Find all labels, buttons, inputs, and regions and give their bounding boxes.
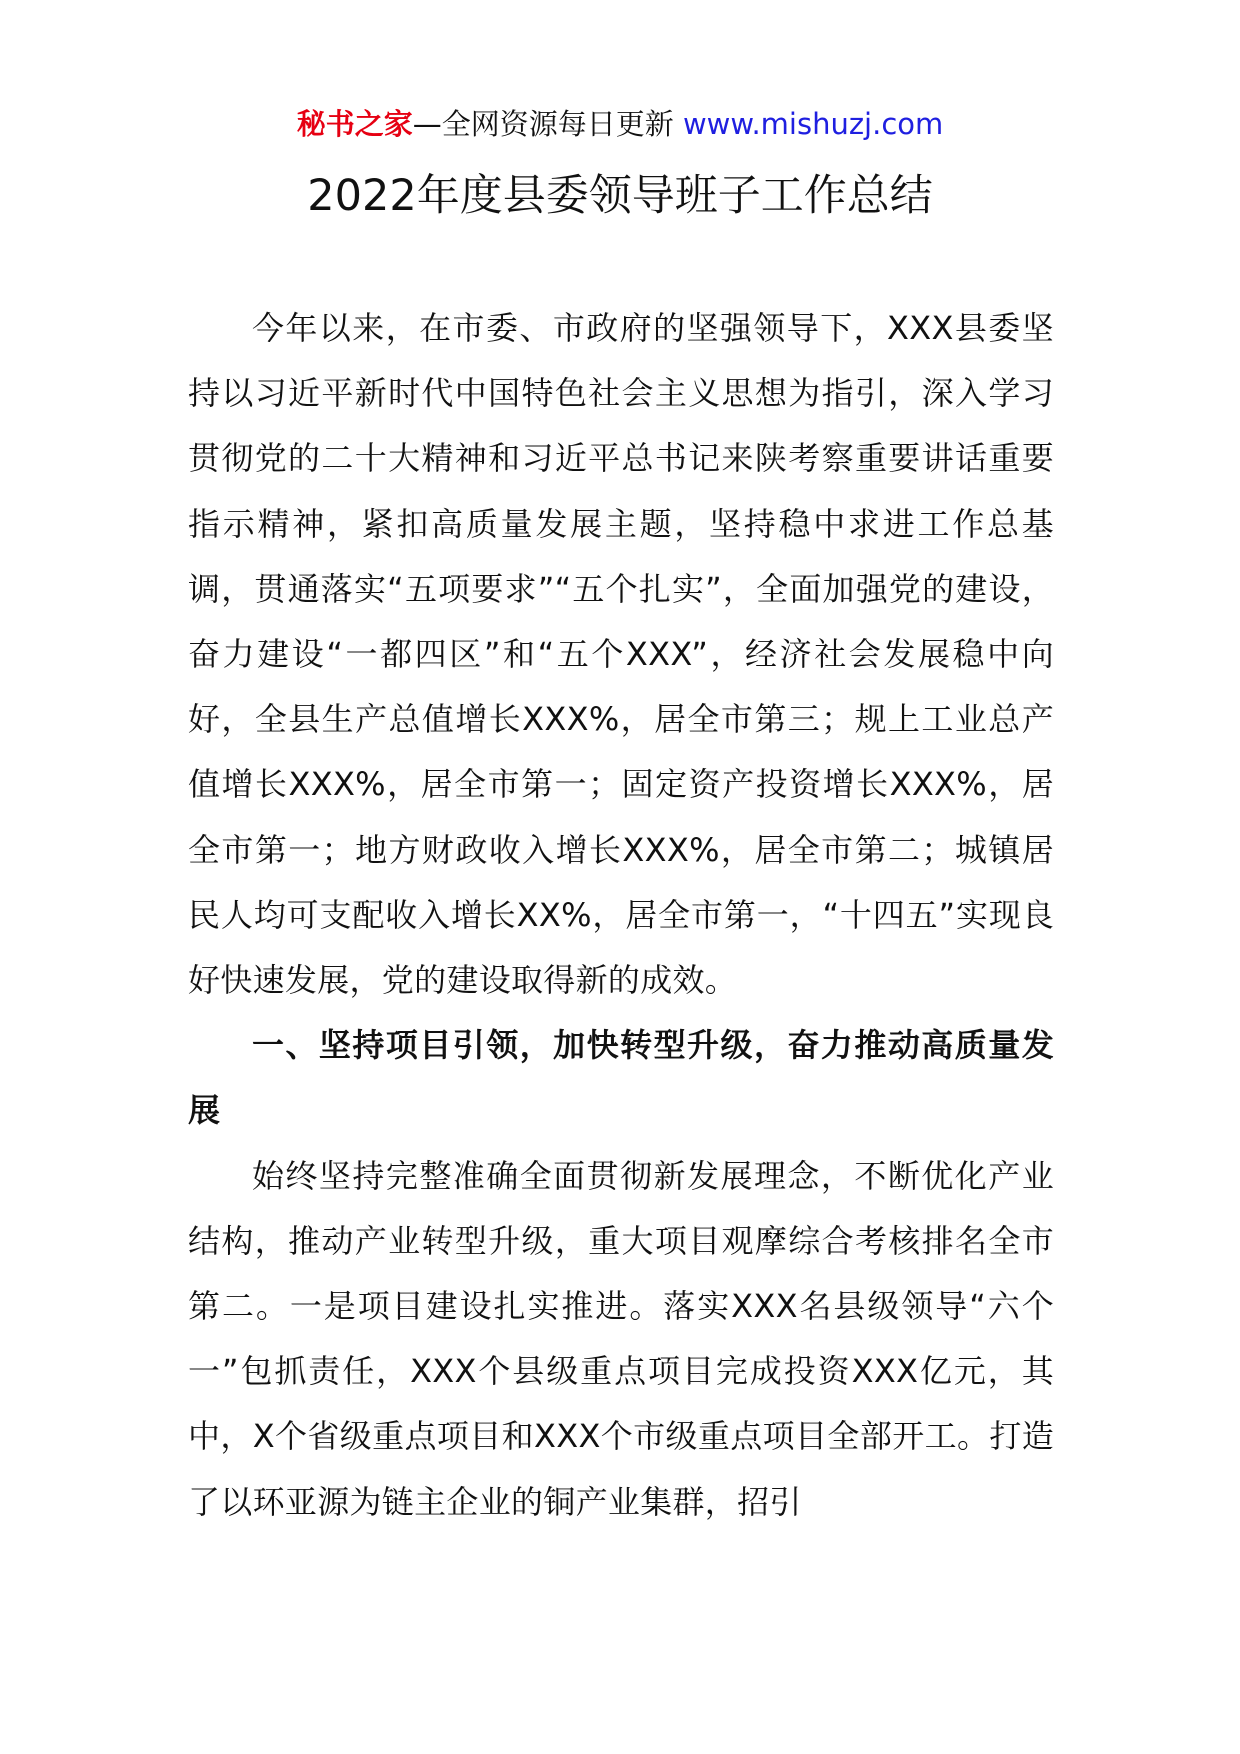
- document-title: 2022年度县委领导班子工作总结: [307, 171, 933, 221]
- site-url-link[interactable]: www.mishuzj.com: [682, 107, 944, 141]
- site-brand: 秘书之家: [296, 107, 413, 141]
- section-heading-1: 一、坚持项目引领，加快转型升级，奋力推动高质量发展: [188, 1026, 1054, 1130]
- site-tagline: —全网资源每日更新: [412, 107, 674, 141]
- section-1-paragraph: 始终坚持完整准确全面贯彻新发展理念，不断优化产业结构，推动产业转型升级，重大项目观摩综合考核排名全市第二。一是项目建设扎实推进。落实XXX名县级领导“六个一”包抓责任，XXX个县级重点项目完成投资XXX亿元，其中，X个省级重点项目和XXX个市级重点项目全部开工。打造了以环亚源为链主企业的铜产业集群，招引: [188, 1156, 1054, 1521]
- document-body: [188, 296, 1054, 1535]
- site-header: [0, 104, 1240, 144]
- intro-paragraph: 今年以来，在市委、市政府的坚强领导下，XXX县委坚持以习近平新时代中国特色社会主义思想为指引，深入学习贯彻党的二十大精神和习近平总书记来陕考察重要讲话重要指示精神，紧扣高质量发展主题，坚持稳中求进工作总基调，贯通落实“五项要求”“五个扎实”，全面加强党的建设，奋力建设“一都四区”和“五个XXX”，经济社会发展稳中向好，全县生产总值增长XXX%，居全市第三；规上工业总产值增长XXX%，居全市第一；固定资产投资增长XXX%，居全市第一；地方财政收入增长XXX%，居全市第二；城镇居民人均可支配收入增长XX%，居全市第一，“十四五”实现良好快速发展，党的建设取得新的成效。: [188, 309, 1054, 1000]
